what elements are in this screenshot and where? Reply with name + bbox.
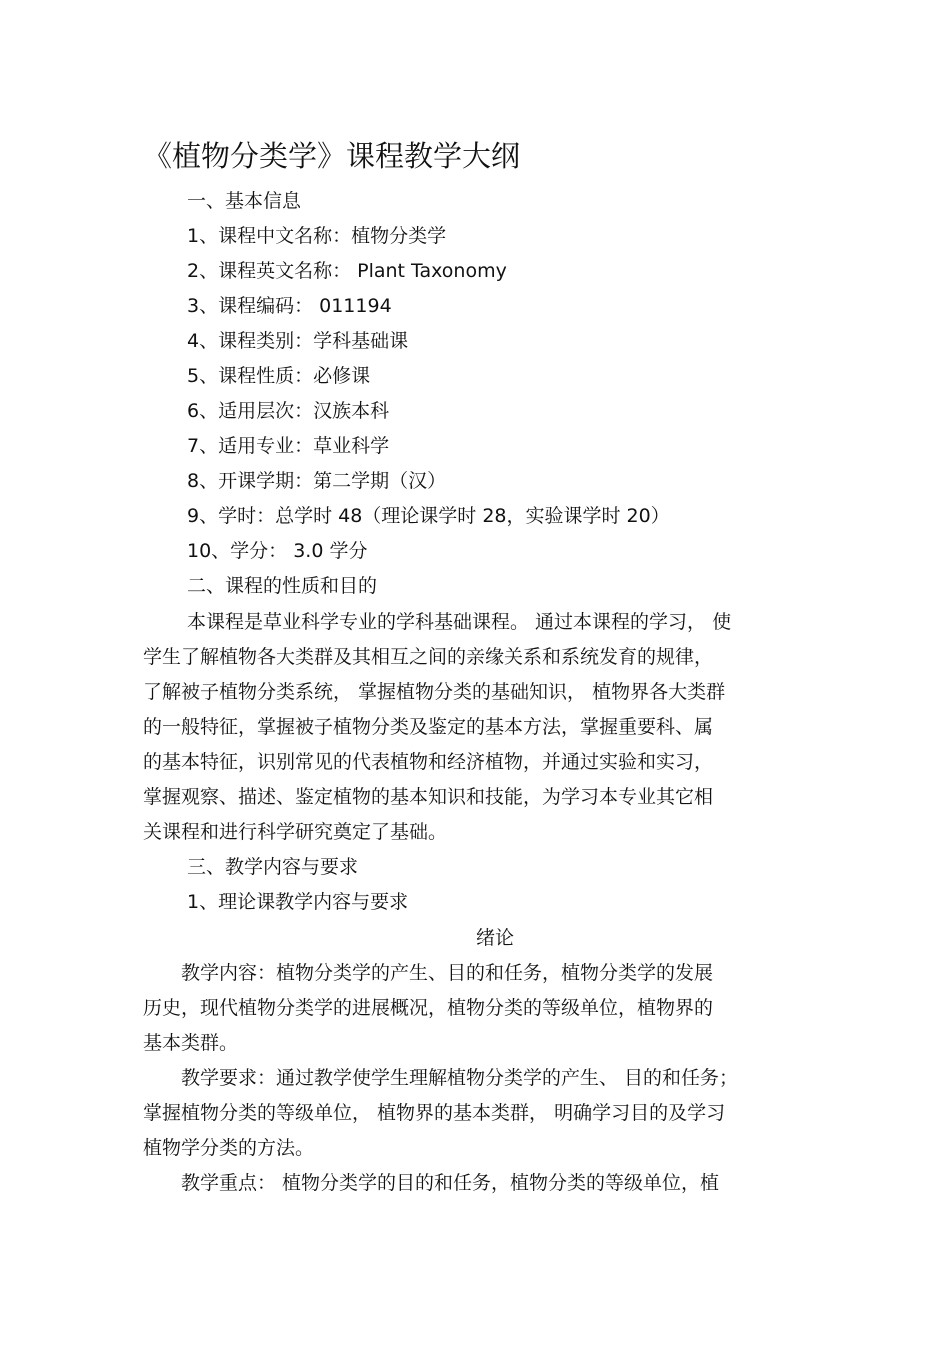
document-title: 《植物分类学》课程教学大纲 xyxy=(143,139,521,173)
paragraph-line: 学生了解植物各大类群及其相互之间的亲缘关系和系统发育的规律， xyxy=(143,646,714,668)
section-heading-basic-info: 一、基本信息 xyxy=(187,190,302,212)
info-item-course-nature: 5、课程性质：必修课 xyxy=(187,365,371,387)
info-item-chinese-name: 1、课程中文名称：植物分类学 xyxy=(187,225,447,247)
paragraph-line: 关课程和进行科学研究奠定了基础。 xyxy=(143,821,448,843)
info-item-hours: 9、学时：总学时 48（理论课学时 28，实验课学时 20） xyxy=(187,505,670,527)
section-heading-teaching-content: 三、教学内容与要求 xyxy=(187,856,359,878)
paragraph-line: 的一般特征，掌握被子植物分类及鉴定的基本方法，掌握重要科、属 xyxy=(143,716,714,738)
content-line: 基本类群。 xyxy=(143,1032,239,1054)
info-item-course-code: 3、课程编码： 011194 xyxy=(187,295,392,317)
section-heading-nature-purpose: 二、课程的性质和目的 xyxy=(187,575,378,597)
paragraph-line: 掌握观察、描述、鉴定植物的基本知识和技能，为学习本专业其它相 xyxy=(143,786,714,808)
paragraph-line: 了解被子植物分类系统， 掌握植物分类的基础知识， 植物界各大类群 xyxy=(143,681,726,703)
paragraph-line: 的基本特征，识别常见的代表植物和经济植物，并通过实验和实习， xyxy=(143,751,714,773)
requirement-line: 教学要求：通过教学使学生理解植物分类学的产生、 目的和任务； xyxy=(181,1067,739,1089)
info-item-course-category: 4、课程类别：学科基础课 xyxy=(187,330,409,352)
content-line: 历史，现代植物分类学的进展概况，植物分类的等级单位，植物界的 xyxy=(143,997,714,1019)
info-item-major: 7、适用专业：草业科学 xyxy=(187,435,390,457)
info-item-semester: 8、开课学期：第二学期（汉） xyxy=(187,470,447,492)
requirement-line: 植物学分类的方法。 xyxy=(143,1137,315,1159)
info-item-credits: 10、学分： 3.0 学分 xyxy=(187,540,368,562)
info-item-english-name: 2、课程英文名称： Plant Taxonomy xyxy=(187,260,507,282)
requirement-line: 掌握植物分类的等级单位， 植物界的基本类群， 明确学习目的及学习 xyxy=(143,1102,726,1124)
focus-line: 教学重点： 植物分类学的目的和任务，植物分类的等级单位，植 xyxy=(181,1172,720,1194)
info-item-level: 6、适用层次：汉族本科 xyxy=(187,400,390,422)
paragraph-line: 本课程是草业科学专业的学科基础课程。 通过本课程的学习， 使 xyxy=(187,611,732,633)
subsection-heading-theory: 1、理论课教学内容与要求 xyxy=(187,891,409,913)
content-line: 教学内容：植物分类学的产生、目的和任务，植物分类学的发展 xyxy=(181,962,714,984)
chapter-title: 绪论 xyxy=(475,927,514,949)
